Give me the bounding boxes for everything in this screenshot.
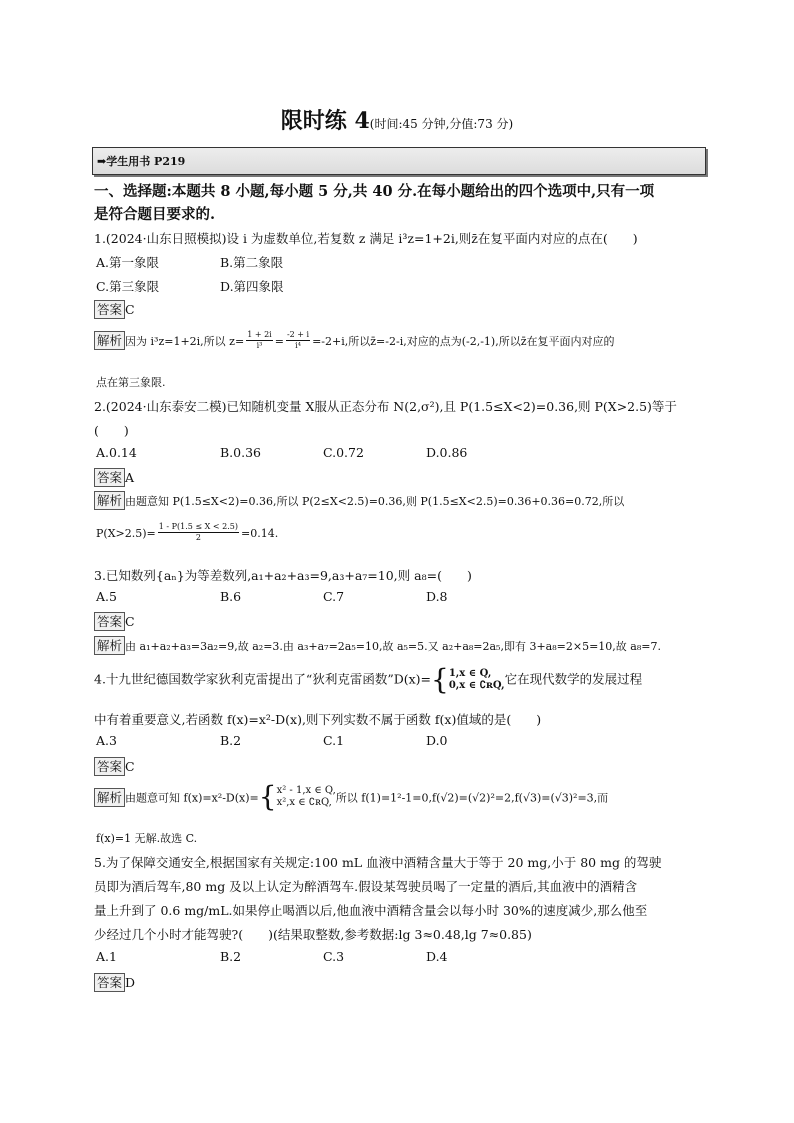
q4-cases bbox=[449, 668, 505, 692]
q5-stem-line3: 量上升到了 0.6 mg/mL.如果停止喝酒以后,他血液中酒精含量会以每小时 30%的速度减少,那么他至 bbox=[94, 903, 648, 918]
q5-answer-row bbox=[94, 972, 135, 992]
answer-tag: 答案 bbox=[94, 973, 125, 992]
analysis-tag: 解析 bbox=[94, 788, 125, 807]
q1-option-d: D.第四象限 bbox=[220, 279, 284, 294]
q2-answer: A bbox=[125, 470, 135, 485]
q4-option-a: A.3 bbox=[96, 733, 117, 748]
q2-answer-row bbox=[94, 467, 134, 487]
q4-stem-pre: 4.十九世纪德国数学家狄利克雷提出了“狄利克雷函数”D(x)= bbox=[94, 671, 432, 687]
q4-solution-line2: f(x)=1 无解.故选 C. bbox=[96, 832, 198, 845]
q3-option-a: A.5 bbox=[96, 589, 117, 604]
q1-sol-text-a: 因为 i³z=1+2i,所以 z= bbox=[125, 335, 245, 348]
q4-solution-row bbox=[94, 780, 609, 813]
q4-stem-line2: 中有着重要意义,若函数 f(x)=x²-D(x),则下列实数不属于函数 f(x)值域的是( ) bbox=[94, 712, 542, 727]
q2-option-d: D.0.86 bbox=[426, 445, 468, 460]
q1-answer: C bbox=[125, 302, 135, 317]
title-main: 限时练 4 bbox=[280, 108, 370, 134]
q2-option-c: C.0.72 bbox=[323, 445, 364, 460]
q1-f1-numerator: 1 + 2i bbox=[247, 330, 272, 339]
q4-sol-post: 所以 f(1)=1²-1=0,f(√2)=(√2)²=2,f(√3)=(√3)²=3,而 bbox=[335, 791, 609, 805]
answer-tag: 答案 bbox=[94, 612, 125, 631]
q4-sol-cases bbox=[277, 785, 336, 809]
q1-solution-row bbox=[94, 330, 615, 351]
q5-option-c: C.3 bbox=[323, 949, 345, 964]
q2-f-denominator: 2 bbox=[195, 533, 201, 542]
q1-option-b: B.第二象限 bbox=[220, 255, 284, 270]
q2-option-a: A.0.14 bbox=[96, 445, 137, 460]
q4-option-d: D.0 bbox=[426, 733, 448, 748]
q3-solution-row bbox=[94, 635, 661, 655]
q4-stem-line1 bbox=[94, 663, 643, 696]
q2-stem: 2.(2024·山东泰安二模)已知随机变量 X服从正态分布 N(2,σ²),且 P(1.5≤X<2)=0.36,则 P(X>2.5)等于 bbox=[94, 399, 677, 414]
brace-glyph: { bbox=[431, 663, 449, 696]
q4-stem-post: 它在现代数学的发展过程 bbox=[504, 671, 643, 687]
q5-option-a: A.1 bbox=[96, 949, 117, 964]
q4-sol-case-1: x² - 1,x ∈ Q, bbox=[276, 785, 336, 796]
q5-stem-line1: 5.为了保障交通安全,根据国家有关规定:100 mL 血液中酒精含量大于等于 20 mg,小于 80 mg 的驾驶 bbox=[94, 855, 662, 870]
q3-answer: C bbox=[125, 614, 135, 629]
q5-answer: D bbox=[125, 975, 136, 990]
q5-stem-line2: 员即为酒后驾车,80 mg 及以上认定为醉酒驾车.假设某驾驶员喝了一定量的酒后,其血液中的酒精含 bbox=[94, 879, 638, 894]
q1-fraction-1 bbox=[246, 330, 273, 351]
student-book-bar bbox=[92, 147, 706, 175]
q1-stem: 1.(2024·山东日照模拟)设 i 为虚数单位,若复数 z 满足 i³z=1+2i,则z̄在复平面内对应的点在( ) bbox=[94, 231, 638, 246]
analysis-tag: 解析 bbox=[94, 491, 125, 510]
student-book-label: ➡学生用书 P219 bbox=[97, 155, 186, 168]
answer-tag: 答案 bbox=[94, 300, 125, 319]
title-sub: (时间:45 分钟,分值:73 分) bbox=[369, 117, 514, 131]
q2-solution-row bbox=[94, 490, 624, 510]
q1-fraction-2 bbox=[286, 330, 310, 351]
q1-sol-text-b: =-2+i,所以z̄=-2-i,对应的点为(-2,-1),所以z̄在复平面内对应的 bbox=[312, 335, 615, 348]
analysis-tag: 解析 bbox=[94, 636, 125, 655]
q5-option-d: D.4 bbox=[426, 949, 448, 964]
q4-case-2: 0,x ∈ ∁ʀQ, bbox=[448, 680, 505, 691]
q3-option-c: C.7 bbox=[323, 589, 345, 604]
q3-stem: 3.已知数列{aₙ}为等差数列,a₁+a₂+a₃=9,a₃+a₇=10,则 a₈=( ) bbox=[94, 568, 472, 583]
q2-fraction bbox=[158, 522, 239, 543]
q2-stem-paren: ( ) bbox=[94, 423, 129, 438]
answer-tag: 答案 bbox=[94, 468, 125, 487]
q2-sol-post: =0.14. bbox=[240, 527, 279, 540]
q1-option-c: C.第三象限 bbox=[96, 279, 160, 294]
q4-sol-case-2: x²,x ∈ ∁ʀQ, bbox=[276, 797, 332, 808]
q3-option-b: B.6 bbox=[220, 589, 242, 604]
q4-sol-pre: 由题意可知 f(x)=x²-D(x)= bbox=[125, 791, 259, 805]
q2-f-numerator: 1 - P(1.5 ≤ X < 2.5) bbox=[158, 522, 238, 531]
q4-option-c: C.1 bbox=[323, 733, 345, 748]
q1-sol-eq: = bbox=[274, 335, 284, 348]
q1-solution-line2: 点在第三象限. bbox=[96, 376, 166, 389]
section-heading-line2: 是符合题目要求的. bbox=[94, 206, 216, 223]
q4-option-b: B.2 bbox=[220, 733, 242, 748]
q1-option-a: A.第一象限 bbox=[96, 255, 160, 270]
q2-option-b: B.0.36 bbox=[220, 445, 261, 460]
q1-answer-row bbox=[94, 299, 135, 319]
q4-answer: C bbox=[125, 759, 135, 774]
q1-f1-denominator: i³ bbox=[256, 341, 263, 350]
q4-case-1: 1,x ∈ Q, bbox=[448, 668, 492, 679]
q2-sol-text-a: 由题意知 P(1.5≤X<2)=0.36,所以 P(2≤X<2.5)=0.36,则 P(1.5≤X<2.5)=0.36+0.36=0.72,所以 bbox=[125, 495, 625, 508]
q5-stem-line4: 少经过几个小时才能驾驶?( )(结果取整数,参考数据:lg 3≈0.48,lg 7≈0.85) bbox=[94, 927, 532, 942]
brace-glyph: { bbox=[258, 780, 277, 813]
q3-option-d: D.8 bbox=[426, 589, 448, 604]
q2-sol-pre: P(X>2.5)= bbox=[96, 527, 156, 540]
section-heading-line1: 一、选择题:本题共 8 小题,每小题 5 分,共 40 分.在每小题给出的四个选项中,只有一项 bbox=[94, 183, 655, 200]
q3-answer-row bbox=[94, 611, 135, 631]
q3-sol-text: 由 a₁+a₂+a₃=3a₂=9,故 a₂=3.由 a₃+a₇=2a₅=10,故 a₅=5.又 a₂+a₈=2a₅,即有 3+a₈=2×5=10,故 a₈=7. bbox=[125, 640, 661, 653]
page-title bbox=[0, 104, 794, 135]
answer-tag: 答案 bbox=[94, 757, 125, 776]
analysis-tag: 解析 bbox=[94, 331, 125, 350]
q5-option-b: B.2 bbox=[220, 949, 242, 964]
q4-answer-row bbox=[94, 756, 135, 776]
q1-f2-denominator: i⁴ bbox=[295, 341, 301, 350]
q2-solution-line2 bbox=[96, 522, 278, 543]
q1-f2-numerator: -2 + i bbox=[286, 330, 310, 339]
